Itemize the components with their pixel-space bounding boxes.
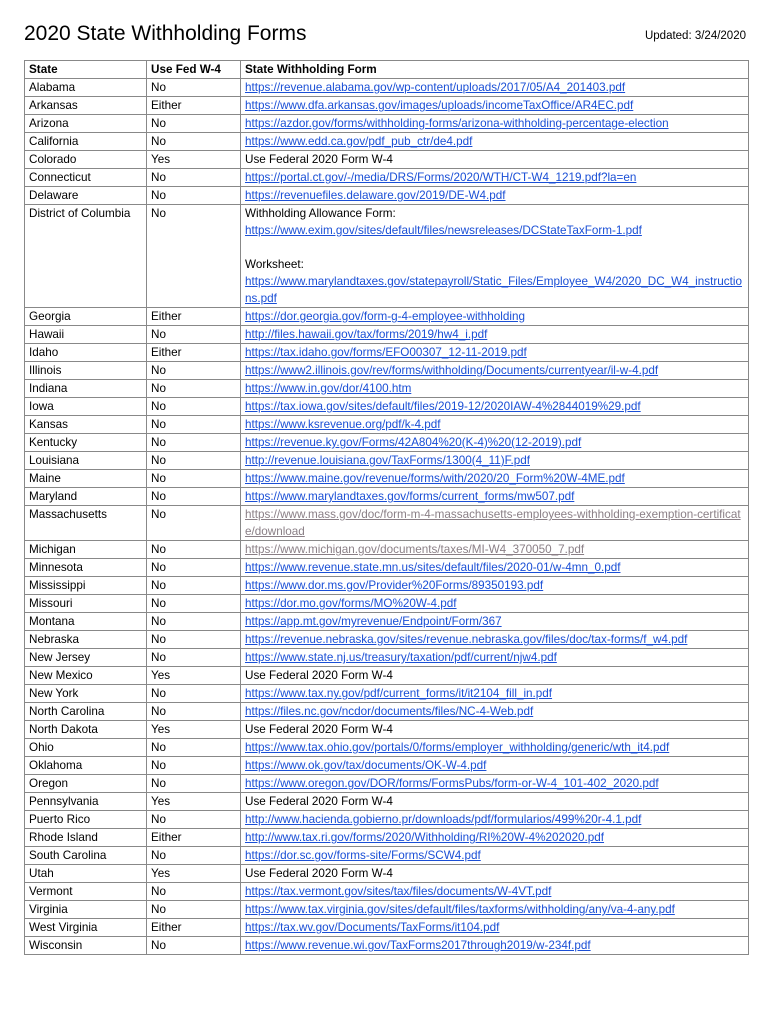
state-form-cell: [241, 919, 749, 937]
state-form-cell: [241, 811, 749, 829]
form-link[interactable]: https://www.in.gov/dor/4100.htm: [245, 382, 412, 395]
state-form-cell: [241, 937, 749, 955]
use-fed-w4-value: No: [147, 937, 241, 955]
use-fed-w4-value: No: [147, 488, 241, 506]
use-fed-w4-value: No: [147, 541, 241, 559]
use-fed-w4-value: No: [147, 775, 241, 793]
withholding-forms-table: [24, 60, 749, 955]
use-fed-w4-value: Either: [147, 308, 241, 326]
state-name: Illinois: [25, 362, 147, 380]
form-note: Use Federal 2020 Form W-4: [245, 723, 393, 736]
use-fed-w4-value: Either: [147, 97, 241, 115]
table-row: [25, 901, 749, 919]
use-fed-w4-value: No: [147, 398, 241, 416]
use-fed-w4-value: No: [147, 416, 241, 434]
use-fed-w4-value: No: [147, 79, 241, 97]
state-form-cell: [241, 883, 749, 901]
use-fed-w4-value: No: [147, 757, 241, 775]
table-row: [25, 205, 749, 308]
table-row: [25, 344, 749, 362]
table-row: [25, 488, 749, 506]
form-link[interactable]: https://www.edd.ca.gov/pdf_pub_ctr/de4.pdf: [245, 135, 473, 148]
use-fed-w4-value: No: [147, 883, 241, 901]
form-link[interactable]: https://revenuefiles.delaware.gov/2019/DE-W4.pdf: [245, 189, 506, 202]
use-fed-w4-value: Either: [147, 344, 241, 362]
state-form-cell: [241, 793, 749, 811]
form-link[interactable]: https://www.ok.gov/tax/documents/OK-W-4.pdf: [245, 759, 487, 772]
state-form-cell: [241, 187, 749, 205]
state-form-cell: [241, 344, 749, 362]
form-link[interactable]: http://files.hawaii.gov/tax/forms/2019/hw4_i.pdf: [245, 328, 488, 341]
state-name: New York: [25, 685, 147, 703]
state-form-cell: [241, 901, 749, 919]
form-note: Use Federal 2020 Form W-4: [245, 795, 393, 808]
table-row: [25, 631, 749, 649]
table-row: [25, 811, 749, 829]
form-link[interactable]: http://www.tax.ri.gov/forms/2020/Withholding/RI%20W-4%202020.pdf: [245, 831, 605, 844]
state-name: Colorado: [25, 151, 147, 169]
form-link[interactable]: https://dor.sc.gov/forms-site/Forms/SCW4.pdf: [245, 849, 481, 862]
use-fed-w4-value: No: [147, 811, 241, 829]
state-name: Mississippi: [25, 577, 147, 595]
state-form-cell: [241, 631, 749, 649]
state-name: New Jersey: [25, 649, 147, 667]
state-name: Connecticut: [25, 169, 147, 187]
form-link[interactable]: https://www2.illinois.gov/rev/forms/withholding/Documents/currentyear/il-w-4.pdf: [245, 364, 659, 377]
form-link[interactable]: https://revenue.nebraska.gov/sites/revenue.nebraska.gov/files/doc/tax-forms/f_w4.pdf: [245, 633, 688, 646]
state-form-cell: [241, 205, 749, 308]
state-name: Virginia: [25, 901, 147, 919]
state-form-cell: [241, 506, 749, 541]
table-row: [25, 829, 749, 847]
state-form-cell: [241, 865, 749, 883]
table-row: [25, 416, 749, 434]
state-name: Utah: [25, 865, 147, 883]
table-row: [25, 847, 749, 865]
form-link[interactable]: https://tax.idaho.gov/forms/EFO00307_12-11-2019.pdf: [245, 346, 527, 359]
use-fed-w4-value: No: [147, 685, 241, 703]
state-form-cell: [241, 97, 749, 115]
state-form-cell: [241, 649, 749, 667]
state-name: Kansas: [25, 416, 147, 434]
use-fed-w4-value: No: [147, 595, 241, 613]
form-link[interactable]: https://www.tax.ohio.gov/portals/0/forms/employer_withholding/generic/wth_it4.pdf: [245, 741, 670, 754]
state-form-cell: [241, 452, 749, 470]
table-row: [25, 883, 749, 901]
table-row: [25, 326, 749, 344]
form-link[interactable]: https://dor.mo.gov/forms/MO%20W-4.pdf: [245, 597, 457, 610]
column-header-use-fed-w4: Use Fed W-4: [147, 61, 241, 79]
state-name: Hawaii: [25, 326, 147, 344]
state-form-cell: [241, 739, 749, 757]
state-form-cell: [241, 667, 749, 685]
form-link[interactable]: https://tax.iowa.gov/sites/default/files/2019-12/2020IAW-4%2844019%29.pdf: [245, 400, 641, 413]
state-name: Arkansas: [25, 97, 147, 115]
form-link[interactable]: https://www.michigan.gov/documents/taxes/MI-W4_370050_7.pdf: [245, 543, 585, 556]
form-link[interactable]: https://dor.georgia.gov/form-g-4-employee-withholding: [245, 310, 525, 323]
table-row: [25, 721, 749, 739]
table-row: [25, 703, 749, 721]
use-fed-w4-value: Yes: [147, 793, 241, 811]
table-row: [25, 151, 749, 169]
table-row: [25, 506, 749, 541]
state-name: Oklahoma: [25, 757, 147, 775]
use-fed-w4-value: No: [147, 434, 241, 452]
use-fed-w4-value: No: [147, 452, 241, 470]
state-name: New Mexico: [25, 667, 147, 685]
state-name: Massachusetts: [25, 506, 147, 541]
state-form-cell: [241, 398, 749, 416]
state-form-cell: [241, 559, 749, 577]
state-form-cell: [241, 829, 749, 847]
state-name: Michigan: [25, 541, 147, 559]
state-form-cell: [241, 308, 749, 326]
form-link[interactable]: https://files.nc.gov/ncdor/documents/files/NC-4-Web.pdf: [245, 705, 534, 718]
table-row: [25, 452, 749, 470]
form-link[interactable]: https://www.revenue.wi.gov/TaxForms2017through2019/w-234f.pdf: [245, 939, 591, 952]
use-fed-w4-value: No: [147, 559, 241, 577]
state-form-cell: [241, 79, 749, 97]
form-label: Withholding Allowance Form:: [245, 207, 396, 220]
form-link[interactable]: https://tax.wv.gov/Documents/TaxForms/it104.pdf: [245, 921, 500, 934]
table-row: [25, 595, 749, 613]
use-fed-w4-value: No: [147, 205, 241, 308]
form-link[interactable]: https://tax.vermont.gov/sites/tax/files/documents/W-4VT.pdf: [245, 885, 552, 898]
state-name: Alabama: [25, 79, 147, 97]
state-form-cell: [241, 541, 749, 559]
use-fed-w4-value: No: [147, 847, 241, 865]
state-form-cell: [241, 380, 749, 398]
table-row: [25, 97, 749, 115]
form-link[interactable]: https://www.marylandtaxes.gov/forms/current_forms/mw507.pdf: [245, 490, 575, 503]
form-link[interactable]: https://revenue.alabama.gov/wp-content/uploads/2017/05/A4_201403.pdf: [245, 81, 626, 94]
state-name: Ohio: [25, 739, 147, 757]
state-name: Wisconsin: [25, 937, 147, 955]
state-name: Nebraska: [25, 631, 147, 649]
use-fed-w4-value: Yes: [147, 721, 241, 739]
use-fed-w4-value: Either: [147, 919, 241, 937]
use-fed-w4-value: No: [147, 649, 241, 667]
use-fed-w4-value: No: [147, 326, 241, 344]
form-label: Worksheet:: [245, 258, 304, 271]
form-link[interactable]: https://www.oregon.gov/DOR/forms/FormsPubs/form-or-W-4_101-402_2020.pdf: [245, 777, 659, 790]
table-header-row: [25, 61, 749, 79]
state-name: Rhode Island: [25, 829, 147, 847]
state-form-cell: [241, 703, 749, 721]
form-link[interactable]: http://revenue.louisiana.gov/TaxForms/1300(4_11)F.pdf: [245, 454, 530, 467]
form-link[interactable]: https://www.exim.gov/sites/default/files/newsreleases/DCStateTaxForm-1.pdf: [245, 224, 642, 237]
state-name: Louisiana: [25, 452, 147, 470]
state-name: Georgia: [25, 308, 147, 326]
state-form-cell: [241, 613, 749, 631]
state-name: California: [25, 133, 147, 151]
form-link[interactable]: https://www.revenue.state.mn.us/sites/default/files/2020-01/w-4mn_0.pdf: [245, 561, 621, 574]
form-link[interactable]: https://portal.ct.gov/-/media/DRS/Forms/2020/WTH/CT-W4_1219.pdf?la=en: [245, 171, 637, 184]
table-row: [25, 757, 749, 775]
page-title: 2020 State Withholding Forms: [24, 22, 307, 45]
state-name: Arizona: [25, 115, 147, 133]
state-form-cell: [241, 434, 749, 452]
use-fed-w4-value: No: [147, 631, 241, 649]
use-fed-w4-value: No: [147, 133, 241, 151]
form-note: Use Federal 2020 Form W-4: [245, 153, 393, 166]
form-note: Use Federal 2020 Form W-4: [245, 867, 393, 880]
column-header-state: State: [25, 61, 147, 79]
table-row: [25, 115, 749, 133]
table-row: [25, 434, 749, 452]
table-row: [25, 667, 749, 685]
form-link[interactable]: http://www.hacienda.gobierno.pr/downloads/pdf/formularios/499%20r-4.1.pdf: [245, 813, 642, 826]
use-fed-w4-value: No: [147, 506, 241, 541]
form-link[interactable]: https://revenue.ky.gov/Forms/42A804%20(K-4)%20(12-2019).pdf: [245, 436, 582, 449]
state-form-cell: [241, 470, 749, 488]
table-row: [25, 865, 749, 883]
state-form-cell: [241, 151, 749, 169]
column-header-state-form: State Withholding Form: [241, 61, 749, 79]
spacer: [245, 239, 744, 256]
table-row: [25, 685, 749, 703]
form-link[interactable]: https://www.dor.ms.gov/Provider%20Forms/89350193.pdf: [245, 579, 544, 592]
updated-date: Updated: 3/24/2020: [644, 30, 746, 42]
table-row: [25, 937, 749, 955]
state-name: Missouri: [25, 595, 147, 613]
table-row: [25, 362, 749, 380]
state-form-cell: [241, 362, 749, 380]
form-link[interactable]: https://www.maine.gov/revenue/forms/with/2020/20_Form%20W-4ME.pdf: [245, 472, 625, 485]
use-fed-w4-value: No: [147, 169, 241, 187]
state-name: Iowa: [25, 398, 147, 416]
state-form-cell: [241, 416, 749, 434]
use-fed-w4-value: No: [147, 739, 241, 757]
use-fed-w4-value: No: [147, 901, 241, 919]
state-name: District of Columbia: [25, 205, 147, 308]
state-name: Kentucky: [25, 434, 147, 452]
table-row: [25, 187, 749, 205]
state-name: South Carolina: [25, 847, 147, 865]
form-link[interactable]: https://app.mt.gov/myrevenue/Endpoint/Form/367: [245, 615, 502, 628]
table-row: [25, 919, 749, 937]
table-row: [25, 649, 749, 667]
use-fed-w4-value: No: [147, 470, 241, 488]
state-form-cell: [241, 488, 749, 506]
table-row: [25, 739, 749, 757]
state-name: Pennsylvania: [25, 793, 147, 811]
state-form-cell: [241, 685, 749, 703]
state-form-cell: [241, 847, 749, 865]
form-link[interactable]: https://azdor.gov/forms/withholding-forms/arizona-withholding-percentage-election: [245, 117, 669, 130]
state-form-cell: [241, 577, 749, 595]
use-fed-w4-value: No: [147, 187, 241, 205]
state-name: West Virginia: [25, 919, 147, 937]
table-row: [25, 133, 749, 151]
use-fed-w4-value: Either: [147, 829, 241, 847]
use-fed-w4-value: No: [147, 362, 241, 380]
use-fed-w4-value: No: [147, 703, 241, 721]
use-fed-w4-value: Yes: [147, 151, 241, 169]
table-row: [25, 793, 749, 811]
state-form-cell: [241, 133, 749, 151]
state-form-cell: [241, 595, 749, 613]
table-row: [25, 775, 749, 793]
state-name: Idaho: [25, 344, 147, 362]
form-link[interactable]: https://www.marylandtaxes.gov/statepayroll/Static_Files/Employee_W4/2020_DC_W4_instructions.pdf: [245, 275, 742, 305]
state-form-cell: [241, 169, 749, 187]
state-form-cell: [241, 721, 749, 739]
state-name: Oregon: [25, 775, 147, 793]
form-link[interactable]: https://www.mass.gov/doc/form-m-4-massachusetts-employees-withholding-exemption-certificate/download: [245, 508, 741, 538]
state-name: Delaware: [25, 187, 147, 205]
use-fed-w4-value: No: [147, 115, 241, 133]
use-fed-w4-value: Yes: [147, 667, 241, 685]
table-row: [25, 308, 749, 326]
form-link[interactable]: https://www.state.nj.us/treasury/taxation/pdf/current/njw4.pdf: [245, 651, 557, 664]
form-link[interactable]: https://www.ksrevenue.org/pdf/k-4.pdf: [245, 418, 441, 431]
state-name: Maryland: [25, 488, 147, 506]
form-link[interactable]: https://www.dfa.arkansas.gov/images/uploads/incomeTaxOffice/AR4EC.pdf: [245, 99, 634, 112]
use-fed-w4-value: Yes: [147, 865, 241, 883]
table-row: [25, 613, 749, 631]
table-row: [25, 380, 749, 398]
state-name: Minnesota: [25, 559, 147, 577]
table-row: [25, 398, 749, 416]
state-name: Vermont: [25, 883, 147, 901]
table-row: [25, 559, 749, 577]
state-name: Indiana: [25, 380, 147, 398]
table-row: [25, 577, 749, 595]
state-form-cell: [241, 757, 749, 775]
state-form-cell: [241, 326, 749, 344]
state-form-cell: [241, 115, 749, 133]
state-form-cell: [241, 775, 749, 793]
table-row: [25, 541, 749, 559]
form-note: Use Federal 2020 Form W-4: [245, 669, 393, 682]
state-name: Puerto Rico: [25, 811, 147, 829]
state-name: North Dakota: [25, 721, 147, 739]
use-fed-w4-value: No: [147, 613, 241, 631]
state-name: North Carolina: [25, 703, 147, 721]
table-row: [25, 169, 749, 187]
form-link[interactable]: https://www.tax.ny.gov/pdf/current_forms/it/it2104_fill_in.pdf: [245, 687, 553, 700]
form-link[interactable]: https://www.tax.virginia.gov/sites/default/files/taxforms/withholding/any/va-4-any.pdf: [245, 903, 675, 916]
state-name: Maine: [25, 470, 147, 488]
use-fed-w4-value: No: [147, 380, 241, 398]
use-fed-w4-value: No: [147, 577, 241, 595]
table-row: [25, 79, 749, 97]
table-row: [25, 470, 749, 488]
state-name: Montana: [25, 613, 147, 631]
